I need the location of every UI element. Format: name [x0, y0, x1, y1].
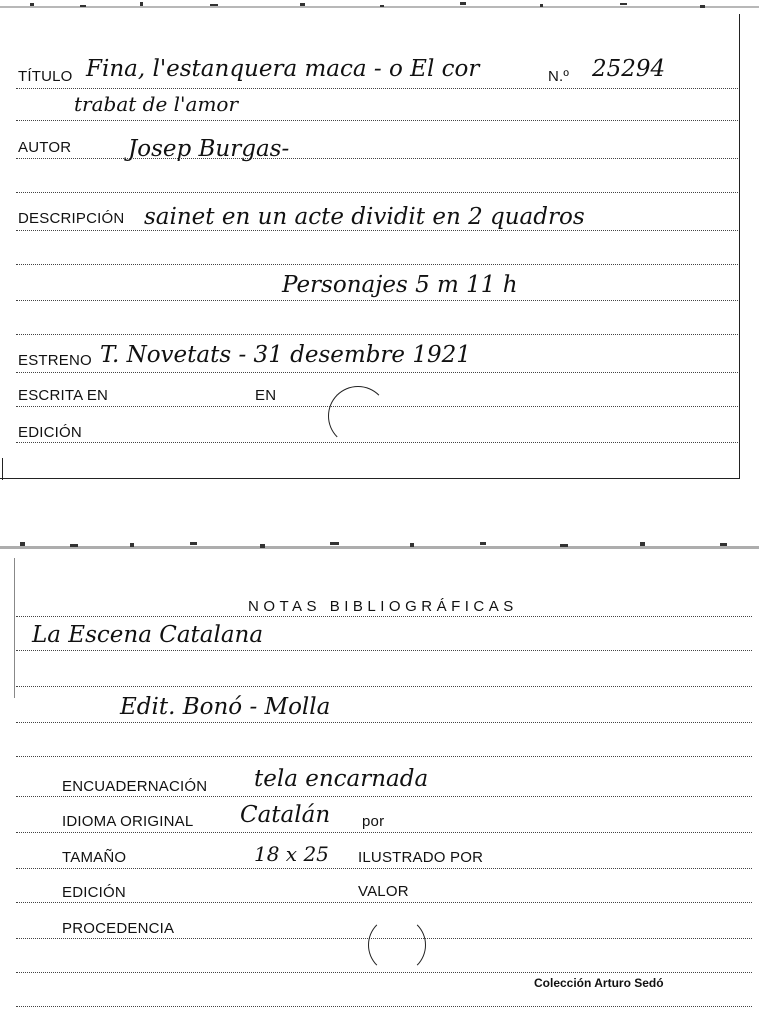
note-line-2: Edit. Bonó - Molla — [120, 694, 331, 720]
tamano-value: 18 x 25 — [254, 842, 329, 866]
por-label: por — [362, 813, 385, 830]
titulo-value: Fina, l'estanquera maca - o El cor — [86, 56, 480, 82]
autor-label: AUTOR — [18, 139, 72, 156]
procedencia-label: PROCEDENCIA — [62, 920, 175, 937]
descripcion-label: DESCRIPCIÓN — [18, 210, 125, 227]
notas-heading: NOTAS BIBLIOGRÁFICAS — [248, 598, 518, 615]
card-bottom-edge — [0, 478, 740, 479]
card-left-edge — [14, 558, 15, 698]
card-right-edge — [739, 14, 740, 478]
en-label: EN — [255, 387, 277, 404]
tamano-label: TAMAÑO — [62, 849, 127, 866]
scan-noise-top — [0, 0, 759, 14]
valor-label: VALOR — [358, 883, 409, 900]
ilustrado-label: ILUSTRADO POR — [358, 849, 484, 866]
autor-value: Josep Burgas- — [128, 136, 290, 162]
encuadernacion-label: ENCUADERNACIÓN — [62, 778, 208, 795]
numero-value: 25294 — [592, 56, 666, 82]
estreno-value: T. Novetats - 31 desembre 1921 — [100, 342, 471, 368]
punch-hole-mark — [328, 386, 388, 446]
titulo-line2: trabat de l'amor — [74, 92, 239, 116]
edicion-label-top: EDICIÓN — [18, 424, 82, 441]
descripcion-value: sainet en un acte dividit en 2 quadros — [144, 204, 585, 230]
estreno-label: ESTRENO — [18, 352, 92, 369]
collection-credit: Colección Arturo Sedó — [534, 976, 664, 990]
numero-label: N.º — [548, 68, 570, 85]
escrita-en-label: ESCRITA EN — [18, 387, 109, 404]
idioma-value: Catalán — [240, 802, 331, 828]
edicion-label-bottom: EDICIÓN — [62, 884, 126, 901]
note-line-1: La Escena Catalana — [32, 622, 264, 648]
idioma-label: IDIOMA ORIGINAL — [62, 813, 194, 830]
punch-hole-mark-bottom — [368, 916, 426, 974]
encuadernacion-value: tela encarnada — [254, 766, 429, 792]
personajes-value: Personajes 5 m 11 h — [282, 272, 518, 298]
scan-noise-bottom — [0, 540, 759, 554]
catalog-card-top — [0, 0, 759, 494]
catalog-card-bottom — [0, 540, 759, 1028]
titulo-label: TÍTULO — [18, 68, 73, 85]
